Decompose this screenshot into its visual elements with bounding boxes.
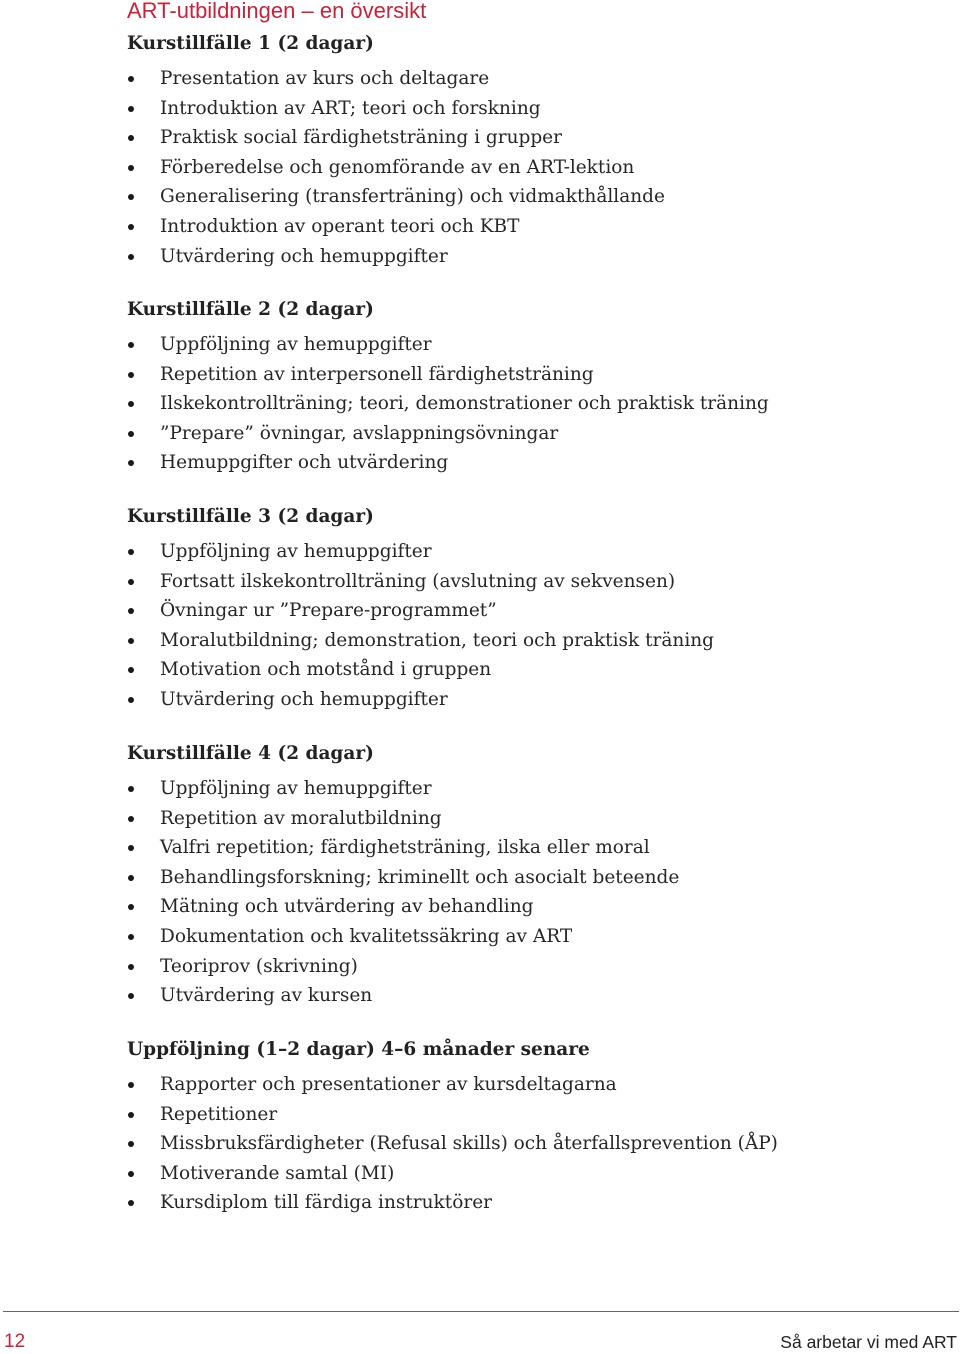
bullet-icon [128, 697, 134, 703]
bullet-list [127, 537, 927, 715]
bullet-icon [128, 845, 134, 851]
section-kurstillfalle-1 [127, 30, 927, 271]
list-item [127, 360, 927, 390]
list-item [127, 212, 927, 242]
list-item-text: Utvärdering och hemuppgifter [160, 245, 448, 267]
list-item [127, 389, 927, 419]
list-item [127, 863, 927, 893]
section-kurstillfalle-2 [127, 296, 927, 478]
bullet-list [127, 774, 927, 1011]
bullet-icon [128, 1200, 134, 1206]
list-item-text: Missbruksfärdigheter (Refusal skills) och återfallsprevention (ÅP) [160, 1133, 778, 1155]
list-item-text: Uppföljning av hemuppgifter [160, 778, 432, 799]
list-item-text: Valfri repetition; färdighetsträning, ilska eller moral [160, 837, 650, 859]
list-item [127, 537, 927, 567]
bullet-icon [128, 76, 134, 82]
list-item-text: Ilskekontrollträning; teori, demonstrationer och praktisk träning [160, 393, 769, 415]
bullet-icon [128, 1141, 134, 1147]
section-heading: Kurstillfälle 2 (2 dagar) [127, 299, 374, 320]
bullet-icon [128, 165, 134, 171]
bullet-icon [128, 431, 134, 437]
section-heading: Kurstillfälle 1 (2 dagar) [127, 33, 374, 54]
bullet-list [127, 330, 927, 478]
bullet-icon [128, 875, 134, 881]
list-item [127, 804, 927, 834]
list-item-text: Behandlingsforskning; kriminellt och asocialt beteende [160, 866, 680, 888]
section-uppfoljning [127, 1036, 927, 1218]
bullet-icon [128, 1082, 134, 1088]
list-item [127, 94, 927, 124]
section-kurstillfalle-3 [127, 503, 927, 715]
list-item-text: Introduktion av ART; teori och forskning [160, 97, 541, 119]
list-item [127, 1070, 927, 1100]
list-item-text: Utvärdering av kursen [160, 985, 373, 1007]
bullet-icon [128, 372, 134, 378]
list-item [127, 922, 927, 952]
list-item-text: Praktisk social färdighetsträning i grupper [160, 127, 562, 149]
list-item-text: Moralutbildning; demonstration, teori och praktisk träning [160, 629, 715, 651]
list-item [127, 1100, 927, 1130]
list-item-text: Uppföljning av hemuppgifter [160, 334, 432, 355]
bullet-icon [128, 993, 134, 999]
bullet-icon [128, 816, 134, 822]
list-item-text: Repetitioner [160, 1103, 278, 1125]
list-item [127, 182, 927, 212]
section-heading: Uppföljning (1–2 dagar) 4–6 månader senare [127, 1039, 590, 1060]
list-item [127, 242, 927, 272]
bullet-icon [128, 1171, 134, 1177]
list-item [127, 655, 927, 685]
list-item-text: Motiverande samtal (MI) [160, 1162, 395, 1184]
footer-divider [3, 1311, 959, 1312]
section-kurstillfalle-4 [127, 740, 927, 1011]
bullet-icon [128, 904, 134, 910]
bullet-icon [128, 254, 134, 260]
list-item [127, 1188, 927, 1218]
section-heading: Kurstillfälle 3 (2 dagar) [127, 506, 374, 527]
bullet-icon [128, 667, 134, 673]
list-item [127, 1129, 927, 1159]
bullet-icon [128, 579, 134, 585]
bullet-icon [128, 608, 134, 614]
list-item [127, 952, 927, 982]
list-item-text: Repetition av interpersonell färdighetsträning [160, 363, 594, 385]
bullet-icon [128, 224, 134, 230]
list-item-text: Fortsatt ilskekontrollträning (avslutning av sekvensen) [160, 570, 676, 592]
list-item-text: Rapporter och presentationer av kursdeltagarna [160, 1074, 617, 1095]
list-item [127, 448, 927, 478]
list-item-text: Övningar ur ”Prepare-programmet” [160, 600, 497, 622]
list-item [127, 123, 927, 153]
bullet-list [127, 1070, 927, 1218]
list-item [127, 774, 927, 804]
bullet-icon [128, 786, 134, 792]
bullet-icon [128, 549, 134, 555]
list-item-text: Presentation av kurs och deltagare [160, 68, 490, 89]
list-item-text: Motivation och motstånd i gruppen [160, 659, 492, 681]
list-item [127, 64, 927, 94]
list-item-text: Mätning och utvärdering av behandling [160, 896, 534, 918]
page-number: 12 [4, 1331, 26, 1352]
list-item [127, 153, 927, 183]
list-item [127, 1159, 927, 1189]
list-item-text: Förberedelse och genomförande av en ART-lektion [160, 156, 635, 178]
bullet-icon [128, 106, 134, 112]
list-item [127, 419, 927, 449]
list-item-text: ”Prepare” övningar, avslappningsövningar [160, 422, 559, 444]
list-item-text: Dokumentation och kvalitetssäkring av ART [160, 925, 573, 947]
list-item-text: Hemuppgifter och utvärdering [160, 452, 449, 474]
list-item [127, 596, 927, 626]
bullet-list [127, 64, 927, 271]
list-item [127, 833, 927, 863]
list-item [127, 981, 927, 1011]
bullet-icon [128, 401, 134, 407]
list-item [127, 567, 927, 597]
running-footer-title: Så arbetar vi med ART [780, 1332, 957, 1352]
bullet-icon [128, 1112, 134, 1118]
list-item-text: Generalisering (transferträning) och vidmakthållande [160, 186, 665, 208]
list-item [127, 626, 927, 656]
page-title: ART-utbildningen – en översikt [127, 0, 427, 23]
section-heading: Kurstillfälle 4 (2 dagar) [127, 743, 374, 764]
bullet-icon [128, 342, 134, 348]
list-item-text: Repetition av moralutbildning [160, 807, 442, 829]
list-item-text: Utvärdering och hemuppgifter [160, 688, 448, 710]
bullet-icon [128, 194, 134, 200]
list-item-text: Uppföljning av hemuppgifter [160, 541, 432, 562]
bullet-icon [128, 135, 134, 141]
bullet-icon [128, 638, 134, 644]
list-item-text: Introduktion av operant teori och KBT [160, 215, 520, 237]
list-item-text: Kursdiplom till färdiga instruktörer [160, 1192, 492, 1214]
bullet-icon [128, 964, 134, 970]
list-item [127, 892, 927, 922]
list-item [127, 685, 927, 715]
list-item [127, 330, 927, 360]
list-item-text: Teoriprov (skrivning) [160, 955, 358, 977]
bullet-icon [128, 934, 134, 940]
bullet-icon [128, 460, 134, 466]
